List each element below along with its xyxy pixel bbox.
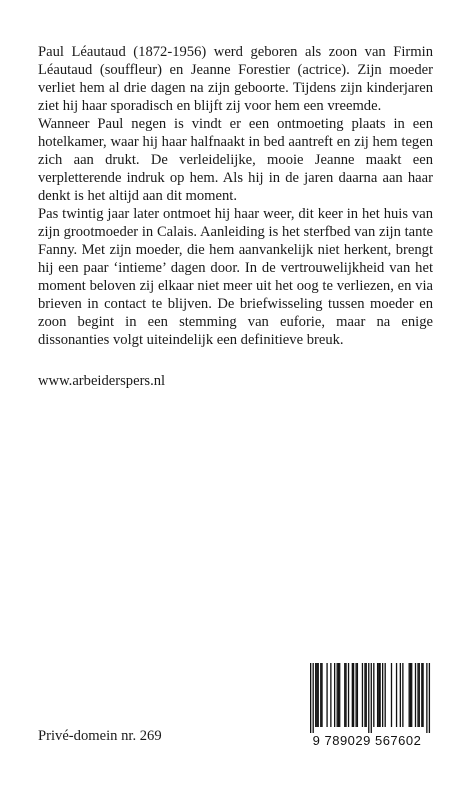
barcode-bar [345,663,346,727]
barcode-bar [318,663,319,727]
barcode-bar [410,663,411,727]
barcode-bar [426,663,427,733]
isbn-number: 9 789029 567602 [312,733,422,748]
barcode-bar [415,663,416,727]
barcode-bar [366,663,367,727]
barcode-bars [300,663,434,733]
barcode-bar [326,663,327,727]
back-cover-blurb [38,43,433,349]
barcode-bar [344,663,345,727]
barcode-bar [338,663,339,727]
barcode-bar [391,663,392,727]
barcode-bar [362,663,363,727]
barcode-bar [357,663,358,727]
barcode-bar [310,663,311,733]
barcode-bar [364,663,365,727]
barcode-bar [379,663,380,727]
barcode-bar [422,663,423,727]
barcode-bar [396,663,397,727]
publisher-url: www.arbeiderspers.nl [38,373,166,389]
blurb-paragraph: Wanneer Paul negen is vindt er een ontmoeting plaats in een hotelkamer, waar hij haar halfnaakt in bed aantreft en zij hem tegen zich aan drukt. De verleidelijke, mooie Jeanne maakt een verpletterende indruk op hem. Als hij in de jaren daarna aan haar denkt is het altijd aan dit moment. [38,116,433,204]
barcode-bar [429,663,430,733]
series-label: Privé-domein nr. 269 [38,728,162,744]
barcode-bar [337,663,338,727]
barcode-bar [419,663,420,727]
isbn-barcode [300,663,434,755]
barcode-bar [334,663,335,727]
barcode-bar [382,663,383,727]
blurb-paragraph: Paul Léautaud (1872-1956) werd geboren als zoon van Firmin Léautaud (souffleur) en Jeanne Forestier (actrice). Zijn moeder verliet hem al drie dagen na zijn geboorte. Tijdens zijn kinderjaren ziet hij haar sporadisch en blijft zij voor hem een vreemde. [38,44,433,114]
barcode-bar [321,663,322,727]
barcode-bar [377,663,378,727]
barcode-bar [313,663,314,733]
barcode-bar [402,663,403,727]
barcode-bar [352,663,353,727]
barcode-bar [378,663,379,727]
barcode-bar [348,663,349,727]
blurb-paragraph: Pas twintig jaar later ontmoet hij haar weer, dit keer in het huis van zijn grootmoeder in Calais. Aanleiding is het sterfbed van zijn tante Fanny. Met zijn moeder, die hem aanvankelijk niet herkent, brengt hij een paar ‘intieme’ dagen door. In de vertrouwelijkheid van het moment beloven zij elkaar niet meer uit het oog te verliezen, en via brieven in contact te blijven. De briefwisseling tussen moeder en zoon begint in een stemming van euforie, maar na enige dissonanties volgt uiteindelijk een definitieve breuk. [38,206,433,348]
barcode-bar [409,663,410,727]
barcode-bar [421,663,422,727]
barcode-bar [353,663,354,727]
barcode-bar [385,663,386,727]
barcode-bar [400,663,401,727]
barcode-bar [373,663,374,727]
barcode-bar [355,663,356,727]
barcode-bar [316,663,317,727]
barcode-bar [371,663,372,733]
barcode-bar [368,663,369,733]
barcode-bar [320,663,321,727]
barcode-bar [330,663,331,727]
barcode-bar [411,663,412,727]
barcode-bar [315,663,316,727]
barcode-bar [417,663,418,727]
barcode-bar [339,663,340,727]
